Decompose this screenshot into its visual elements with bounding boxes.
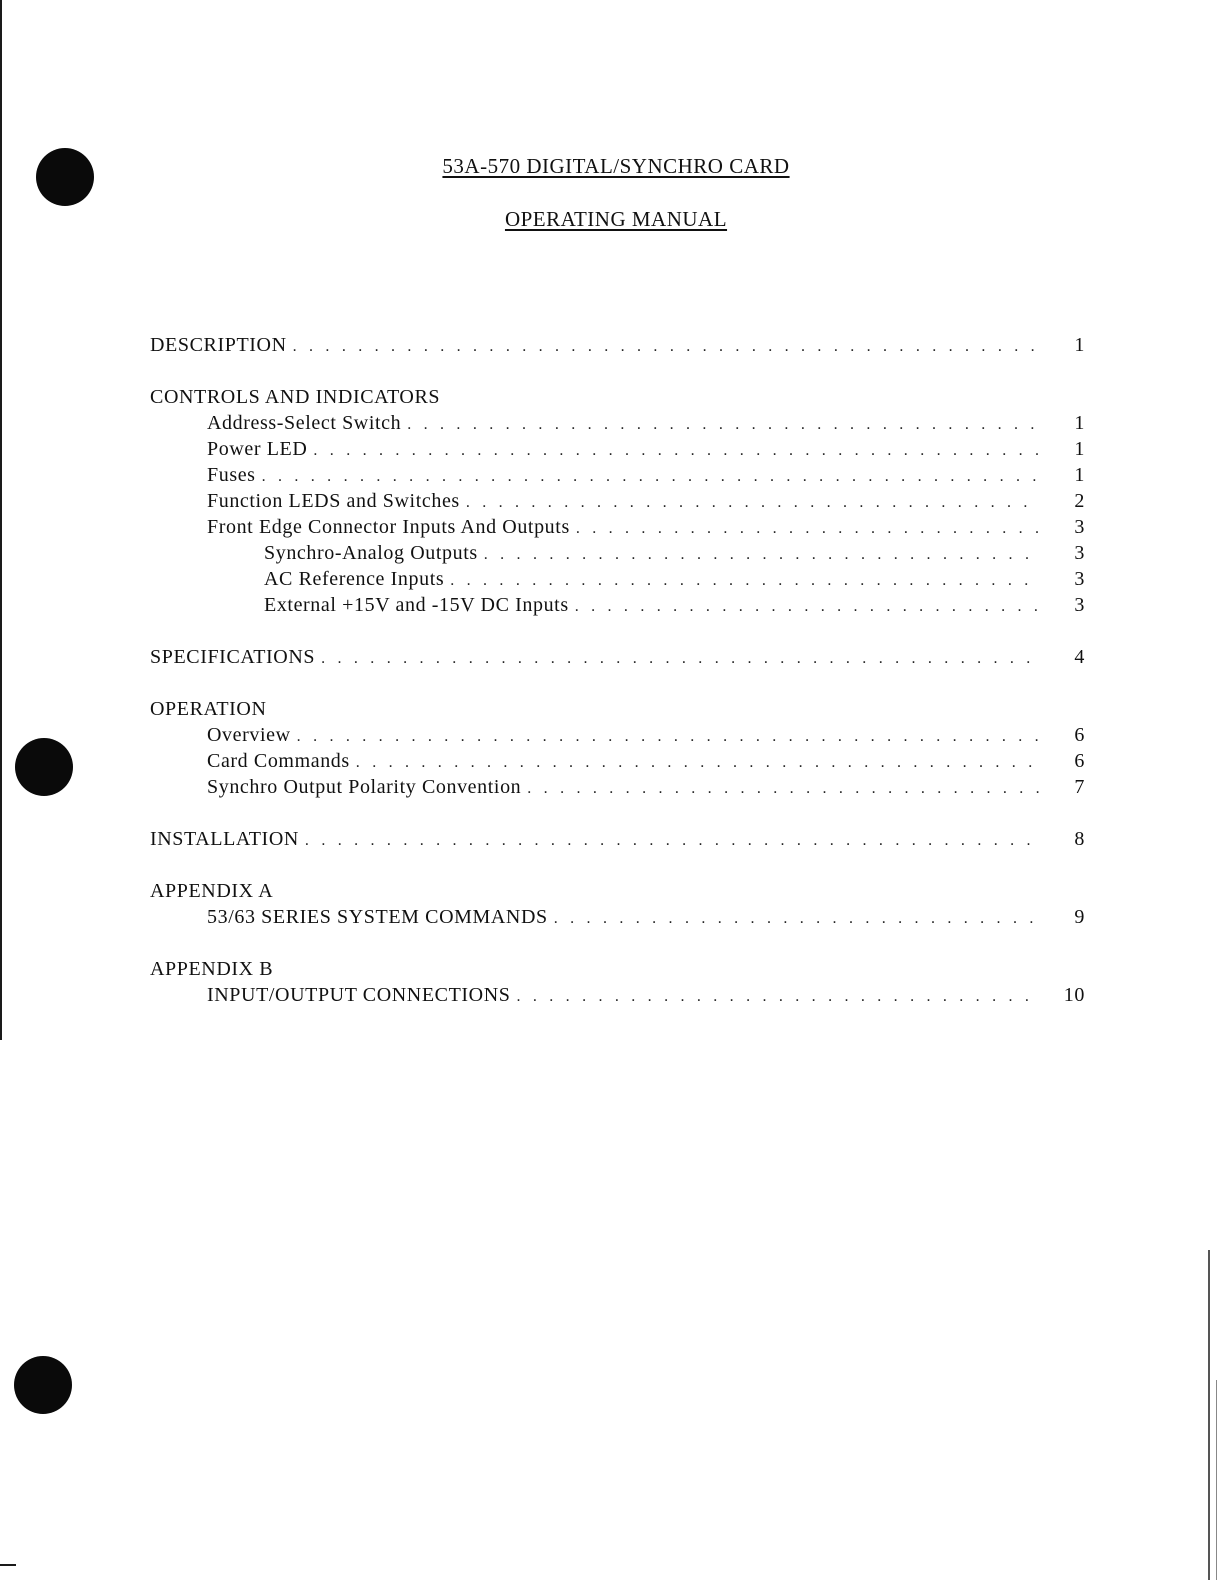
- toc-leader-dots: [321, 650, 1039, 668]
- toc-entry-label: 53/63 SERIES SYSTEM COMMANDS: [207, 906, 548, 928]
- toc-leader-dots: [516, 988, 1039, 1006]
- toc-entry-specifications[interactable]: [150, 646, 1085, 670]
- toc-entry-label: Function LEDS and Switches: [207, 490, 460, 512]
- toc-entry-page: 3: [1074, 516, 1085, 538]
- toc-heading-operation[interactable]: [150, 698, 1085, 722]
- page-bottom-mark: [0, 1564, 16, 1566]
- toc-entry-label: CONTROLS AND INDICATORS: [150, 386, 441, 408]
- toc-leader-dots: [576, 520, 1039, 538]
- toc-entry-label: Fuses: [207, 464, 256, 486]
- toc-entry-page: 1: [1074, 438, 1085, 460]
- toc-entry-label: Overview: [207, 724, 291, 746]
- toc-leader-dots: [356, 754, 1039, 772]
- page-right-edge-inner: [1216, 1380, 1217, 1580]
- toc-entry-page: 1: [1074, 412, 1085, 434]
- toc-leader-dots: [554, 910, 1039, 928]
- toc-entry-label: INSTALLATION: [150, 828, 299, 850]
- toc-entry-page: 1: [1074, 334, 1085, 356]
- toc-entry-label: APPENDIX A: [150, 880, 274, 902]
- toc-entry-function-leds-and-switches[interactable]: [150, 490, 1085, 514]
- toc-entry-label: Power LED: [207, 438, 308, 460]
- toc-leader-dots: [466, 494, 1039, 512]
- toc-leader-dots: [293, 338, 1039, 356]
- toc-entry-page: 3: [1074, 542, 1085, 564]
- toc-entry-label: SPECIFICATIONS: [150, 646, 316, 668]
- toc-entry-synchro-output-polarity[interactable]: [150, 776, 1085, 800]
- punch-hole-middle: [15, 738, 73, 796]
- page-right-edge: [1208, 1250, 1210, 1580]
- toc-entry-page: 2: [1074, 490, 1085, 512]
- document-subtitle: OPERATING MANUAL: [504, 207, 728, 231]
- toc-entry-label: AC Reference Inputs: [264, 568, 445, 590]
- document-title: 53A-570 DIGITAL/SYNCHRO CARD: [442, 154, 790, 178]
- toc-entry-label: Synchro-Analog Outputs: [264, 542, 478, 564]
- toc-heading-controls-and-indicators[interactable]: [150, 386, 1085, 410]
- toc-leader-dots: [450, 572, 1039, 590]
- toc-leader-dots: [407, 416, 1039, 434]
- toc-leader-dots: [297, 728, 1039, 746]
- toc-entry-input-output-connections[interactable]: [150, 984, 1085, 1008]
- toc-entry-system-commands[interactable]: [150, 906, 1085, 930]
- toc-entry-label: Synchro Output Polarity Convention: [207, 776, 522, 798]
- toc-entry-overview[interactable]: [150, 724, 1085, 748]
- toc-entry-page: 4: [1074, 646, 1085, 668]
- toc-entry-page: 3: [1074, 568, 1085, 590]
- toc-entry-page: 8: [1074, 828, 1085, 850]
- toc-entry-installation[interactable]: [150, 828, 1085, 852]
- toc-entry-synchro-analog-outputs[interactable]: [150, 542, 1085, 566]
- toc-entry-external-dc-inputs[interactable]: [150, 594, 1085, 618]
- toc-entry-address-select-switch[interactable]: [150, 412, 1085, 436]
- toc-leader-dots: [262, 468, 1039, 486]
- toc-entry-front-edge-connector[interactable]: [150, 516, 1085, 540]
- toc-entry-label: Card Commands: [207, 750, 350, 772]
- toc-entry-label: APPENDIX B: [150, 958, 274, 980]
- toc-entry-page: 7: [1074, 776, 1085, 798]
- toc-entry-page: 9: [1074, 906, 1085, 928]
- toc-entry-label: Front Edge Connector Inputs And Outputs: [207, 516, 570, 538]
- toc-heading-appendix-a[interactable]: [150, 880, 1085, 904]
- toc-entry-page: 6: [1074, 724, 1085, 746]
- toc-entry-label: External +15V and -15V DC Inputs: [264, 594, 569, 616]
- toc-entry-label: Address-Select Switch: [207, 412, 402, 434]
- punch-hole-bottom: [14, 1356, 72, 1414]
- toc-entry-page: 3: [1074, 594, 1085, 616]
- toc-leader-dots: [527, 780, 1039, 798]
- toc-leader-dots: [484, 546, 1039, 564]
- toc-entry-ac-reference-inputs[interactable]: [150, 568, 1085, 592]
- toc-entry-power-led[interactable]: [150, 438, 1085, 462]
- toc-leader-dots: [575, 598, 1039, 616]
- toc-entry-label: DESCRIPTION: [150, 334, 287, 356]
- toc-entry-fuses[interactable]: [150, 464, 1085, 488]
- toc-entry-description[interactable]: [150, 334, 1085, 358]
- toc-entry-page: 10: [1063, 984, 1085, 1006]
- toc-entry-page: 6: [1074, 750, 1085, 772]
- toc-entry-card-commands[interactable]: [150, 750, 1085, 774]
- toc-leader-dots: [305, 832, 1039, 850]
- toc-heading-appendix-b[interactable]: [150, 958, 1085, 982]
- toc-entry-page: 1: [1074, 464, 1085, 486]
- toc-entry-label: INPUT/OUTPUT CONNECTIONS: [207, 984, 511, 1006]
- toc-entry-label: OPERATION: [150, 698, 267, 720]
- toc-leader-dots: [313, 442, 1039, 460]
